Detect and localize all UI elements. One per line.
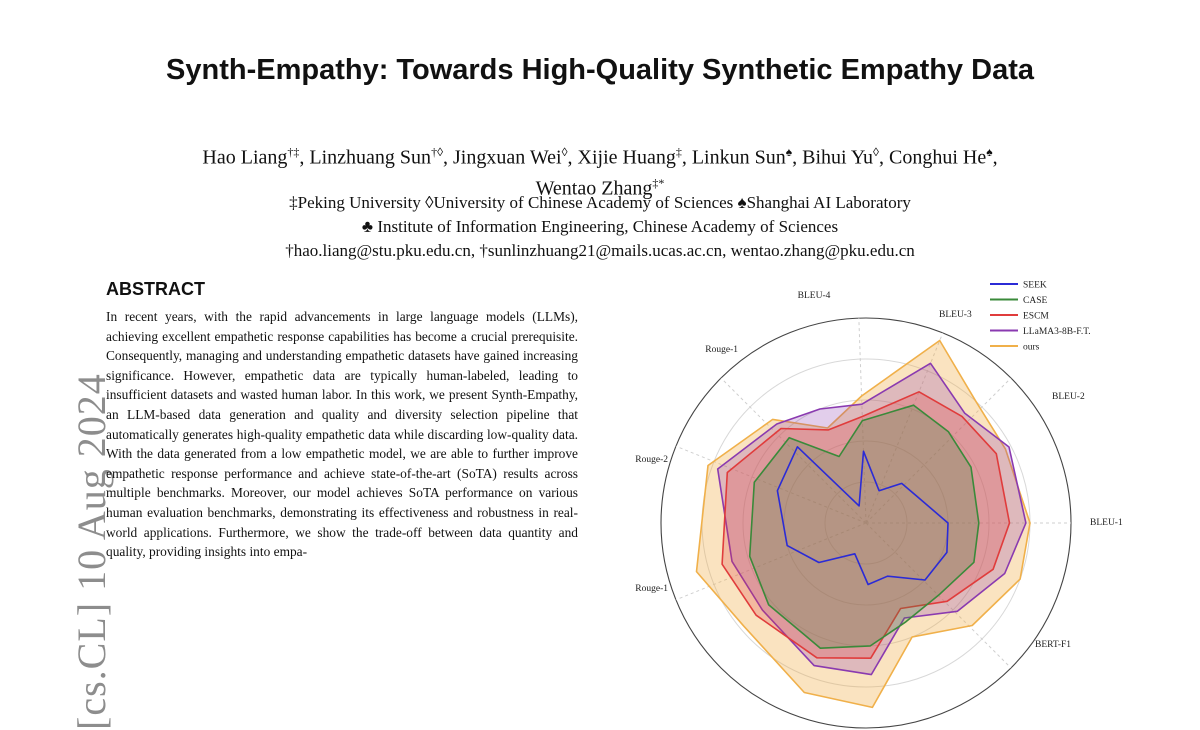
axis-label: BERT-F1 (1035, 640, 1072, 650)
email-line: †hao.liang@stu.pku.edu.cn, †sunlinzhuang21@mails.ucas.ac.cn, wentao.zhang@pku.edu.cn (285, 241, 915, 260)
author-name: Linkun Sun (691, 146, 786, 169)
legend-label: ESCM (1023, 311, 1049, 322)
author-name: Linzhuang Sun (309, 146, 432, 169)
author-list: Hao Liang†‡, Linzhuang Sun†◊, Jingxuan Wei◊, Xijie Huang‡, Linkun Sun♠, Bihui Yu◊, Conghui He♠, Wentao Zhang‡* (202, 145, 998, 200)
author-name: Xijie Huang (577, 146, 676, 169)
author-mark: ♠ (986, 145, 993, 159)
legend-label: ours (1023, 342, 1040, 353)
abstract-body: In recent years, with the rapid advancements in large language models (LLMs), achieving excellent empathetic response capabilities has become a crucial prerequisite. Consequently, managing and understanding empathetic datasets have gained increasing significance. However, empathetic data are typically human-labeled, leading to insufficient datasets and wasted human labor. In this work, we present Synth-Empathy, an LLM-based data generation and quality and diversity selection pipeline that automatically generates high-quality empathetic data while discarding low-quality data. With the data generated from a low empathetic model, we are able to further improve empathetic response performance and achieve state-of-the-art (SoTA) results across multiple benchmarks. Moreover, our model achieves SoTA performance on various human evaluation benchmarks, demonstrating its effectiveness and robustness in real-world applications. Furthermore, we show the trade-off between data quantity and quality, providing insights into empa- (106, 309, 578, 560)
axis-label: BLEU-3 (939, 310, 972, 320)
author-name: Wentao Zhang (535, 177, 653, 200)
axis-label: BLEU-1 (1090, 518, 1123, 528)
author-mark: †‡ (287, 145, 300, 159)
arxiv-watermark (18, 300, 114, 730)
author-mark: ‡ (675, 145, 682, 159)
abstract-heading: ABSTRACT (106, 279, 205, 299)
author-name: Hao Liang (202, 146, 288, 169)
author-mark: ◊ (873, 145, 879, 159)
axis-label: BLEU-2 (1052, 392, 1085, 402)
legend-label: LLaMA3-8B-F.T. (1023, 327, 1091, 337)
author-mark: ‡* (652, 175, 665, 190)
author-name: Conghui He (888, 146, 987, 169)
axis-label: Rouge-1 (635, 584, 668, 594)
affiliation-line: ‡Peking University ◊University of Chinese Academy of Sciences ♠Shanghai AI Laboratory (289, 193, 911, 212)
paper-title: Synth-Empathy: Towards High-Quality Synthetic Empathy Data (166, 54, 1034, 86)
axis-label: Rouge-2 (635, 455, 668, 465)
affiliation-line: ♣ Institute of Information Engineering, Chinese Academy of Sciences (361, 217, 839, 236)
legend-label: SEEK (1023, 280, 1047, 291)
axis-label: Rouge-1 (705, 345, 738, 355)
author-name: Jingxuan Wei (453, 146, 562, 169)
arxiv-id-text: [cs.CL] 10 Aug 2024 (69, 373, 114, 730)
author-mark: †◊ (431, 145, 443, 159)
author-name: Bihui Yu (802, 146, 874, 169)
radar-chart (600, 268, 1123, 650)
axis-label: BLEU-4 (797, 291, 831, 301)
legend-label: CASE (1023, 296, 1048, 306)
author-mark: ◊ (561, 145, 568, 159)
author-mark: ♠ (785, 145, 793, 159)
radar-chart-svg (600, 268, 1123, 650)
